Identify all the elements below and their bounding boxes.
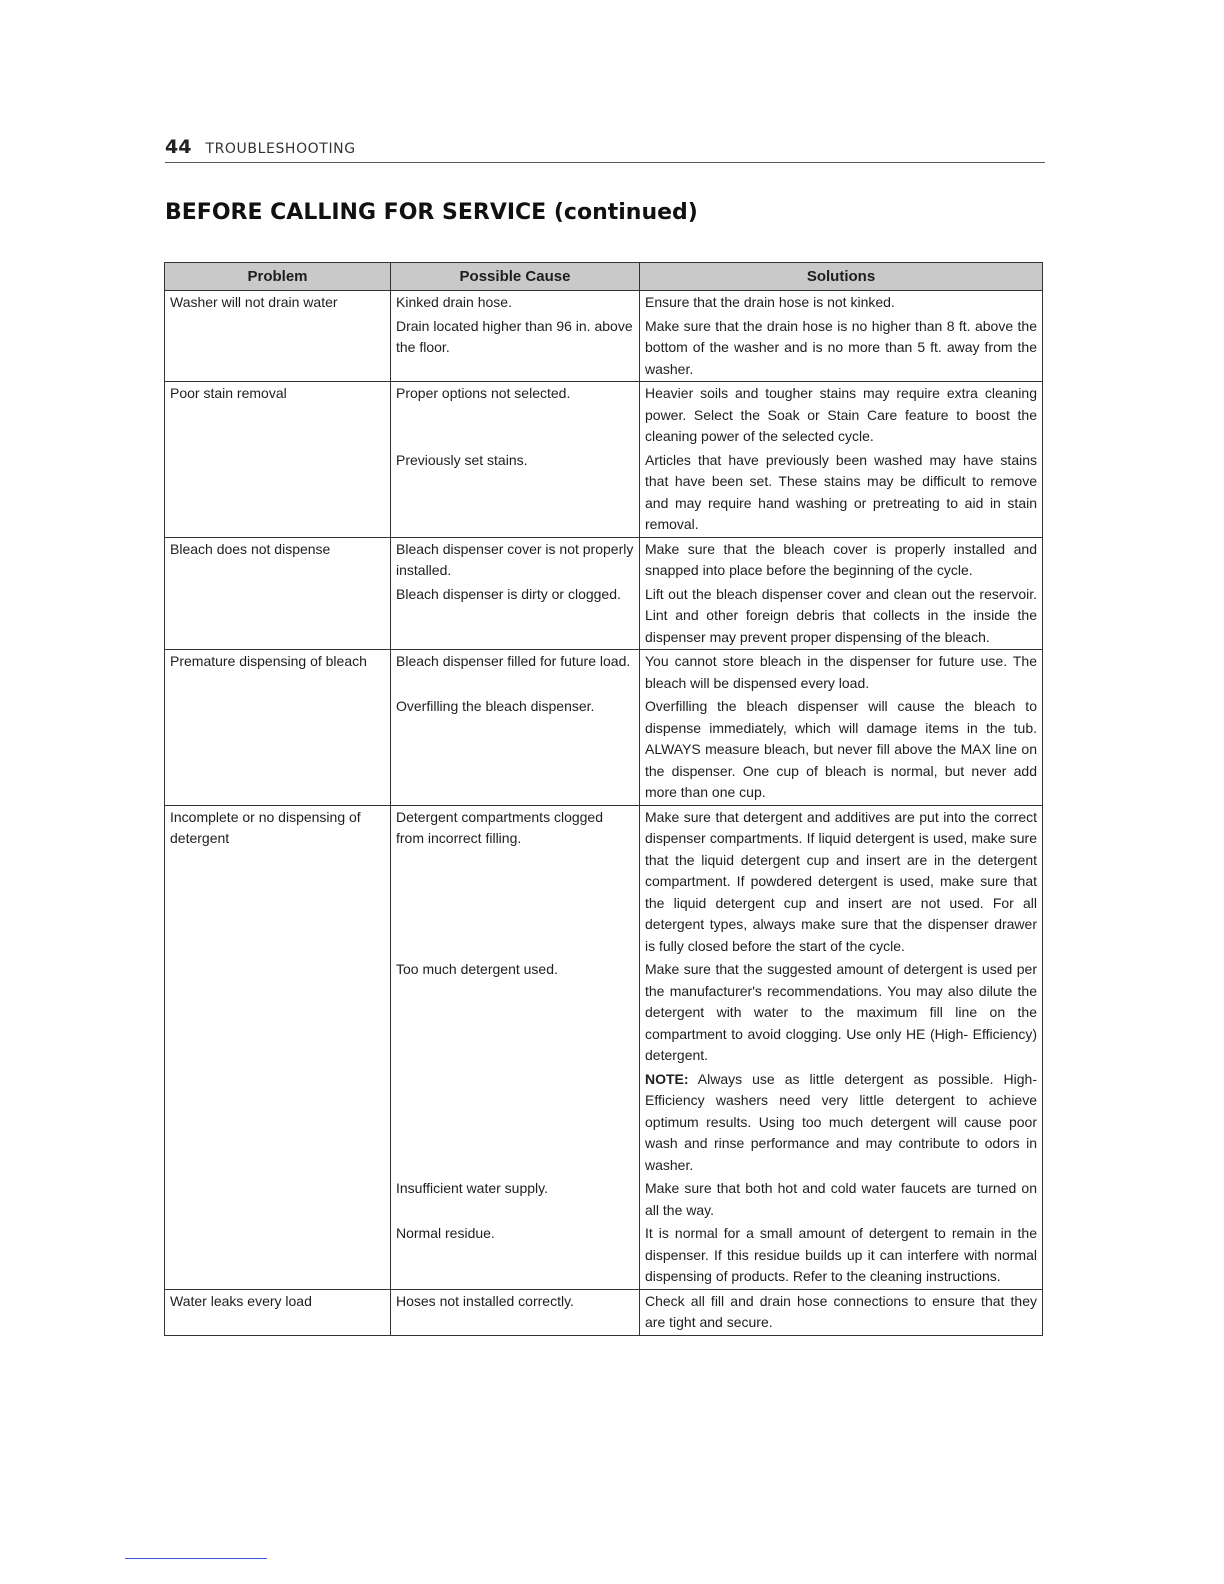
- solution-cell: Make sure that the bleach cover is properly installed and snapped into place before the beginning of the cycle.: [640, 537, 1043, 583]
- page-header: [165, 136, 1045, 163]
- solution-cell: Check all fill and drain hose connections to ensure that they are tight and secure.: [640, 1289, 1043, 1335]
- page-title: BEFORE CALLING FOR SERVICE (continued): [165, 200, 698, 225]
- problem-cell: Poor stain removal: [165, 382, 391, 538]
- column-header-cause: Possible Cause: [391, 263, 640, 291]
- solution-cell: Heavier soils and tougher stains may require extra cleaning power. Select the Soak or Stain Care feature to boost the cleaning power of the selected cycle.: [640, 382, 1043, 449]
- cause-cell: Detergent compartments clogged from incorrect filling.: [391, 805, 640, 958]
- cause-cell: Bleach dispenser is dirty or clogged.: [391, 583, 640, 650]
- solution-cell: Make sure that the suggested amount of detergent is used per the manufacturer's recommendations. You may also dilute the detergent with water to the maximum fill line on the compartment to avoid clogging. Use only HE (High- Efficiency) detergent.: [640, 958, 1043, 1068]
- solution-cell: Make sure that both hot and cold water faucets are turned on all the way.: [640, 1177, 1043, 1222]
- cause-cell: Too much detergent used.: [391, 958, 640, 1068]
- table-row: [165, 650, 1043, 696]
- problem-cell: Bleach does not dispense: [165, 537, 391, 650]
- note-text: Always use as little detergent as possible. High-Efficiency washers need very little detergent to achieve optimum results. Using too much detergent will cause poor wash and rinse performance and may contribute to odors in washer.: [645, 1070, 1038, 1173]
- table-row: [165, 291, 1043, 315]
- cause-cell: Bleach dispenser filled for future load.: [391, 650, 640, 696]
- cause-cell: Overfilling the bleach dispenser.: [391, 695, 640, 805]
- cause-cell: Normal residue.: [391, 1222, 640, 1289]
- solution-cell: Make sure that detergent and additives are put into the correct dispenser compartments. If liquid detergent is used, make sure that the liquid detergent cup and insert are in the detergent compartment. If powdered detergent is used, make sure that the liquid detergent cup and insert are not used. For all detergent types, always make sure that the dispenser drawer is fully closed before the start of the cycle.: [640, 805, 1043, 958]
- solution-cell: Ensure that the drain hose is not kinked.: [640, 291, 1043, 315]
- table-row: [165, 1289, 1043, 1335]
- table-body: [165, 291, 1043, 1336]
- solution-cell: Lift out the bleach dispenser cover and clean out the reservoir. Lint and other foreign debris that collects in the inside the dispenser may prevent proper dispensing of the bleach.: [640, 583, 1043, 650]
- problem-cell: Premature dispensing of bleach: [165, 650, 391, 806]
- solution-cell: Make sure that the drain hose is no higher than 8 ft. above the bottom of the washer and is no more than 5 ft. away from the washer.: [640, 315, 1043, 382]
- cause-cell: Drain located higher than 96 in. above the floor.: [391, 315, 640, 382]
- cause-cell: Previously set stains.: [391, 449, 640, 538]
- troubleshooting-table: [164, 262, 1043, 1336]
- cause-cell: [391, 1068, 640, 1178]
- cause-cell: Proper options not selected.: [391, 382, 640, 449]
- note-label: NOTE:: [645, 1070, 689, 1087]
- page-number: 44: [165, 136, 192, 158]
- section-label: TROUBLESHOOTING: [205, 141, 356, 157]
- table-row: [165, 537, 1043, 583]
- problem-cell: Incomplete or no dispensing of detergent: [165, 805, 391, 1289]
- solution-cell: [640, 1068, 1043, 1178]
- cause-cell: Insufficient water supply.: [391, 1177, 640, 1222]
- cause-cell: Bleach dispenser cover is not properly installed.: [391, 537, 640, 583]
- solution-cell: It is normal for a small amount of detergent to remain in the dispenser. If this residue builds up it can interfere with normal dispensing of products. Refer to the cleaning instructions.: [640, 1222, 1043, 1289]
- solution-cell: You cannot store bleach in the dispenser for future use. The bleach will be dispensed every load.: [640, 650, 1043, 696]
- column-header-solutions: Solutions: [640, 263, 1043, 291]
- solution-cell: Articles that have previously been washed may have stains that have been set. These stains may be difficult to remove and may require hand washing or pretreating to aid in stain removal.: [640, 449, 1043, 538]
- column-header-problem: Problem: [165, 263, 391, 291]
- cause-cell: Hoses not installed correctly.: [391, 1289, 640, 1335]
- problem-cell: Washer will not drain water: [165, 291, 391, 382]
- problem-cell: Water leaks every load: [165, 1289, 391, 1335]
- table-row: [165, 805, 1043, 958]
- cause-cell: Kinked drain hose.: [391, 291, 640, 315]
- table-header-row: [165, 263, 1043, 291]
- footer-rule: [125, 1558, 267, 1559]
- table-row: [165, 382, 1043, 449]
- solution-cell: Overfilling the bleach dispenser will cause the bleach to dispense immediately, which will damage items in the tub. ALWAYS measure bleach, but never fill above the MAX line on the dispenser. One cup of bleach is normal, but never add more than one cup.: [640, 695, 1043, 805]
